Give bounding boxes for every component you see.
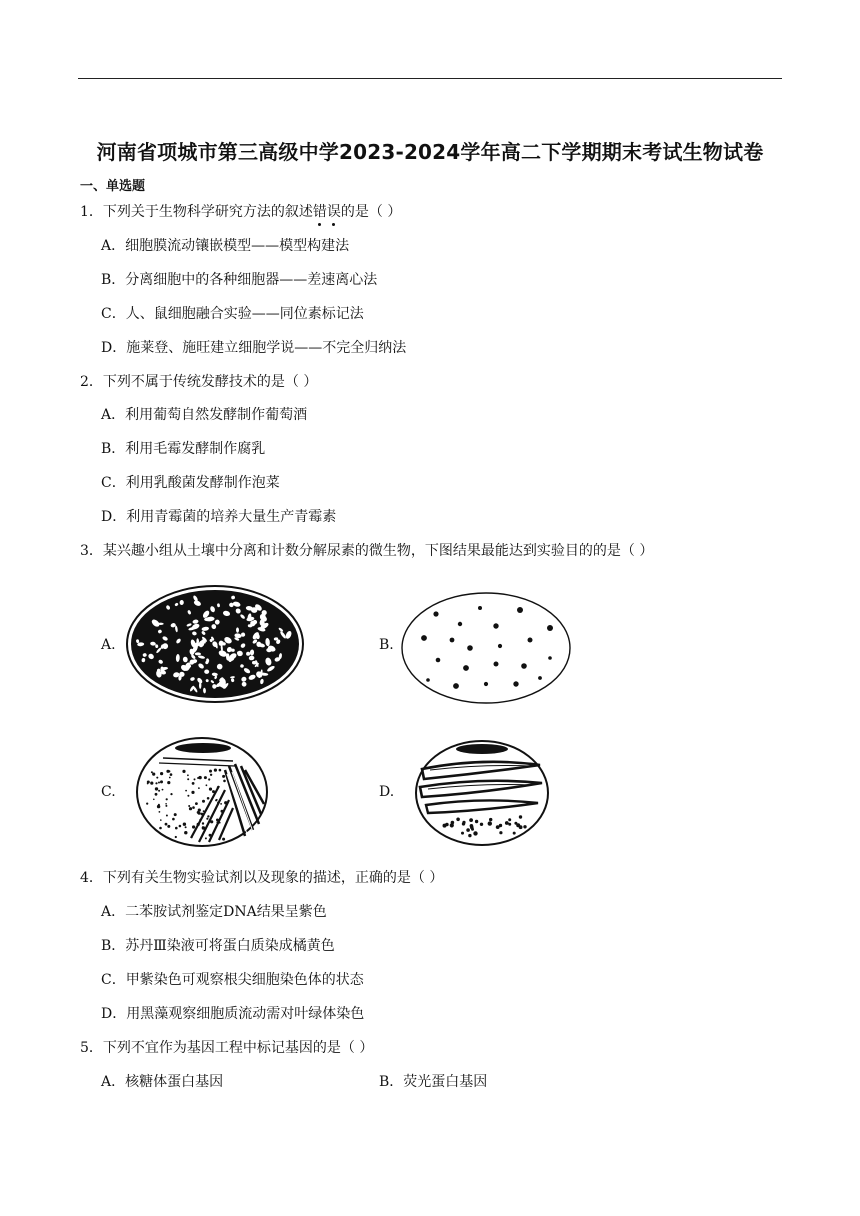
question-4-option-b[interactable]: B．苏丹Ⅲ染液可将蛋白质染成橘黄色 <box>101 938 335 954</box>
colony <box>453 683 459 689</box>
colony <box>513 681 518 686</box>
petri-dish-b-rim <box>402 593 570 703</box>
colony <box>505 821 509 825</box>
colony <box>519 815 522 818</box>
colony <box>184 831 187 834</box>
figure-label-b[interactable]: B. <box>379 637 394 653</box>
colony <box>146 803 148 805</box>
petri-dish-a-figure <box>120 582 310 707</box>
colony <box>458 622 462 626</box>
question-1-option-d[interactable]: D．施莱登、施旺建立细胞学说——不完全归纳法 <box>101 340 407 356</box>
question-1-option-a[interactable]: A．细胞膜流动镶嵌模型——模型构建法 <box>101 238 350 254</box>
figure-label-d[interactable]: D. <box>379 784 395 800</box>
question-1-option-c[interactable]: C．人、鼠细胞融合实验——同位素标记法 <box>101 306 364 322</box>
colony <box>198 776 201 779</box>
colony <box>220 803 222 805</box>
colony <box>215 799 217 801</box>
colony <box>185 826 187 828</box>
colony <box>159 827 162 830</box>
colony <box>202 800 205 803</box>
colony <box>153 799 155 801</box>
colony <box>158 804 160 806</box>
colony <box>523 825 526 828</box>
colony <box>155 793 158 796</box>
question-5-option-a[interactable]: A．核糖体蛋白基因 <box>101 1074 224 1090</box>
petri-dish-d-figure <box>412 737 552 849</box>
colony <box>187 795 189 797</box>
colony <box>205 837 207 839</box>
colony <box>508 818 511 821</box>
colony <box>216 821 218 823</box>
colony <box>179 825 182 828</box>
colony <box>158 790 160 792</box>
colony <box>436 658 441 663</box>
colony <box>166 815 168 817</box>
question-5-option-b[interactable]: B．荧光蛋白基因 <box>379 1074 488 1090</box>
colony <box>480 823 483 826</box>
colony <box>192 782 195 785</box>
petri-dish-d-rim <box>416 741 548 845</box>
petri-dish-c-figure <box>133 734 271 850</box>
colony <box>188 805 190 807</box>
colony <box>538 676 542 680</box>
colony <box>209 788 212 791</box>
colony <box>221 810 224 813</box>
colony <box>222 775 225 778</box>
colony <box>197 811 200 814</box>
colony <box>172 818 175 821</box>
colony <box>517 607 523 613</box>
question-1-stem-before: 1．下列关于生物科学研究方法的叙述 <box>80 204 313 220</box>
colony <box>158 782 160 784</box>
colony <box>156 777 158 779</box>
question-4-option-d[interactable]: D．用黑藻观察细胞质流动需对叶绿体染色 <box>101 1006 365 1022</box>
header-rule <box>78 78 782 79</box>
colony <box>204 776 207 779</box>
question-1-emphasis: 错误 <box>313 201 341 221</box>
colony <box>212 790 215 793</box>
colony <box>488 821 492 825</box>
question-4-stem: 4．下列有关生物实验试剂以及现象的描述，正确的是（ ） <box>80 870 444 886</box>
colony <box>426 678 430 682</box>
colony <box>187 778 189 780</box>
petri-dish-b-figure <box>400 588 575 708</box>
colony <box>167 781 170 784</box>
colony <box>489 818 492 821</box>
colony <box>450 638 455 643</box>
colony <box>199 819 201 821</box>
colony <box>192 806 195 809</box>
colony <box>217 802 219 804</box>
colony <box>203 810 205 812</box>
colony <box>170 793 172 795</box>
colony <box>151 771 153 773</box>
figure-label-c[interactable]: C. <box>101 784 116 800</box>
colony <box>189 807 192 810</box>
colony <box>484 682 488 686</box>
colony <box>208 778 210 780</box>
question-1-option-b[interactable]: B．分离细胞中的各种细胞器——差速离心法 <box>101 272 378 288</box>
colony <box>445 823 449 827</box>
colony <box>187 774 189 776</box>
colony <box>207 815 209 817</box>
question-5-stem: 5．下列不宜作为基因工程中标记基因的是（ ） <box>80 1040 374 1056</box>
petri-dish-a-lawn <box>131 590 299 698</box>
colony <box>468 834 471 837</box>
colony <box>222 838 225 841</box>
colony <box>159 811 161 813</box>
petri-dish-b-colonies <box>421 606 553 689</box>
colony <box>548 656 552 660</box>
colony <box>519 825 523 829</box>
question-2-option-a[interactable]: A．利用葡萄自然发酵制作葡萄酒 <box>101 407 308 423</box>
question-1 <box>80 201 401 221</box>
question-2-stem: 2．下列不属于传统发酵技术的是（ ） <box>80 374 318 390</box>
colony <box>165 803 167 805</box>
colony <box>219 818 221 820</box>
colony <box>185 790 187 792</box>
page-title: 河南省项城市第三高级中学2023-2024学年高二下学期期末考试生物试卷 <box>96 140 764 164</box>
colony <box>155 787 158 790</box>
colony <box>202 826 204 828</box>
colony <box>174 813 177 816</box>
colony <box>182 770 185 773</box>
colony <box>162 789 164 791</box>
colony <box>462 822 465 825</box>
colony <box>224 801 227 804</box>
colony <box>219 822 221 824</box>
colony <box>521 663 527 669</box>
section-heading: 一、单选题 <box>80 179 146 194</box>
colony <box>513 832 516 835</box>
colony <box>166 770 169 773</box>
colony <box>191 837 193 839</box>
colony <box>207 797 210 800</box>
colony <box>470 826 474 830</box>
colony <box>192 825 195 828</box>
question-2-option-c[interactable]: C．利用乳酸菌发酵制作泡菜 <box>101 475 280 491</box>
colony <box>160 819 162 821</box>
colony <box>165 805 167 807</box>
colony <box>466 828 470 832</box>
colony <box>496 825 500 829</box>
colony <box>167 825 170 828</box>
colony <box>209 770 212 773</box>
colony <box>493 623 498 628</box>
colony <box>195 802 198 805</box>
colony <box>175 827 178 830</box>
colony <box>473 831 477 835</box>
colony <box>210 774 212 776</box>
colony <box>152 773 155 776</box>
petri-dish-c-streaks <box>159 743 264 842</box>
colony <box>160 780 163 783</box>
colony <box>499 831 502 834</box>
colony <box>421 635 427 641</box>
colony <box>498 644 502 648</box>
colony <box>214 769 217 772</box>
question-1-stem-after: 的是（ ） <box>340 204 402 220</box>
question-2-option-d[interactable]: D．利用青霉菌的培养大量生产青霉素 <box>101 509 337 525</box>
colony <box>155 782 157 784</box>
colony <box>175 836 177 838</box>
colony <box>217 786 219 788</box>
colony <box>183 823 186 826</box>
question-4-option-c[interactable]: C．甲紫染色可观察根尖细胞染色体的状态 <box>101 972 364 988</box>
emphasis-dot-2 <box>332 223 335 226</box>
colony <box>467 645 473 651</box>
colony <box>216 819 219 822</box>
colony <box>456 818 460 822</box>
emphasis-dot-1 <box>318 223 321 226</box>
colony <box>433 611 438 616</box>
colony <box>197 823 200 826</box>
question-4-option-a[interactable]: A．二苯胺试剂鉴定DNA结果呈紫色 <box>101 904 327 920</box>
colony <box>494 662 499 667</box>
colony <box>219 769 222 772</box>
colony <box>161 773 163 775</box>
colony <box>198 787 200 789</box>
colony <box>170 773 173 776</box>
colony <box>206 784 208 786</box>
colony <box>547 625 553 631</box>
colony <box>147 783 149 785</box>
figure-label-a[interactable]: A. <box>101 637 116 653</box>
colony <box>202 822 204 824</box>
colony <box>166 798 168 800</box>
colony <box>451 821 455 825</box>
colony <box>165 823 168 826</box>
colony <box>475 820 478 823</box>
colony <box>461 832 464 835</box>
question-3-stem: 3．某兴趣小组从土壤中分离和计数分解尿素的微生物，下图结果最能达到实验目的的是（ ） <box>80 543 654 559</box>
colony <box>169 777 171 779</box>
petri-dish-d-colonies <box>443 815 527 837</box>
colony <box>463 665 469 671</box>
colony <box>528 638 533 643</box>
colony <box>201 813 204 816</box>
colony <box>478 606 482 610</box>
colony <box>206 818 208 820</box>
colony <box>469 818 473 822</box>
colony <box>191 791 194 794</box>
colony <box>194 778 196 780</box>
question-2-option-b[interactable]: B．利用毛霉发酵制作腐乳 <box>101 441 266 457</box>
colony <box>210 821 212 823</box>
colony <box>150 782 153 785</box>
colony <box>209 834 212 837</box>
colony <box>223 780 226 783</box>
